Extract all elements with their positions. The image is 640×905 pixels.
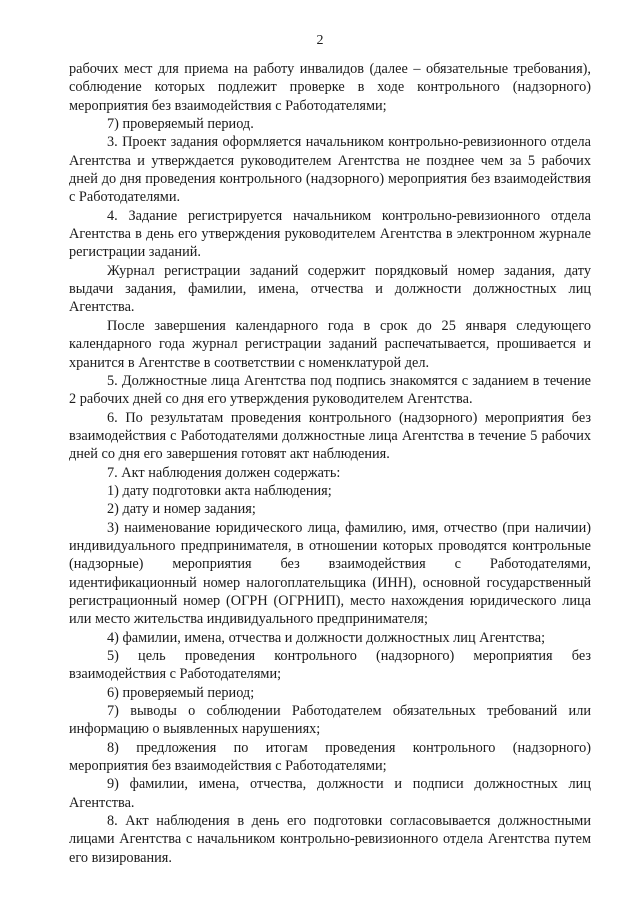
paragraph: 6) проверяемый период; [107,684,255,701]
paragraph: 3. Проект задания оформляется начальником контрольно-ревизионного отдела Агентства и утверждается руководителем Агентства не позднее чем за 5 рабочих дней до дня проведения контрольного (надзорного) мероприятия без взаимодействия с Работодателями. [69,134,591,206]
paragraph: 8. Акт наблюдения в день его подготовки согласовывается должностными лицами Агентства с начальником контрольно-ревизионного отдела Агентства путем его визирования. [69,813,591,866]
paragraph: 7) выводы о соблюдении Работодателем обязательных требований или информацию о выявленных нарушениях; [69,703,591,738]
paragraph: 4. Задание регистрируется начальником контрольно-ревизионного отдела Агентства в день его утверждения руководителем Агентства в электронном журнале регистрации заданий. [69,207,591,261]
paragraph: 7. Акт наблюдения должен содержать: [107,464,341,481]
paragraph: 8) предложения по итогам проведения контрольного (надзорного) мероприятия без взаимодействия с Работодателями; [69,739,591,775]
paragraph: 5. Должностные лица Агентства под подпись знакомятся с заданием в течение 2 рабочих дней со дня его утверждения руководителем Агентства. [69,372,591,408]
paragraph: рабочих мест для приема на работу инвалидов (далее – обязательные требования), соблюдение которых подлежит проверке в ходе контрольного (надзорного) мероприятия без взаимодействия с Работодателями; [69,61,591,114]
paragraph: 6. По результатам проведения контрольного (надзорного) мероприятия без взаимодействия с Работодателями должностные лица Агентства в течение 5 рабочих дней со дня его завершения готовят акт наблюдения. [69,409,591,463]
paragraph: 7) проверяемый период. [107,116,254,133]
page-number: 2 [316,33,324,48]
paragraph: 3) наименование юридического лица, фамилию, имя, отчество (при наличии) индивидуального предпринимателя, в отношении которых проводятся контрольные (надзорные) мероприятия без взаимодействия с Работодателями, идентификационный номер налогоплательщика (ИНН), основной государственный регистрационный номер (ОГРН (ОГРНИП), место нахождения юридического лица или место жительства индивидуального предпринимателя; [69,519,591,628]
paragraph: 5) цель проведения контрольного (надзорного) мероприятия без взаимодействия с Работодателями; [69,648,591,683]
paragraph: 4) фамилии, имена, отчества и должности должностных лиц Агентства; [107,629,546,646]
paragraph: 9) фамилии, имена, отчества, должности и подписи должностных лиц Агентства. [69,776,591,811]
paragraph: 2) дату и номер задания; [107,501,256,518]
paragraph: 1) дату подготовки акта наблюдения; [107,482,332,499]
document-body [69,60,591,867]
paragraph: После завершения календарного года в срок до 25 января следующего календарного года журнал регистрации заданий распечатывается, прошивается и хранится в Агентстве в соответствии с номенклатурой дел. [69,317,591,371]
paragraph: Журнал регистрации заданий содержит порядковый номер задания, дату выдачи задания, фамилии, имена, отчества и должности должностных лиц Агентства. [69,262,591,316]
